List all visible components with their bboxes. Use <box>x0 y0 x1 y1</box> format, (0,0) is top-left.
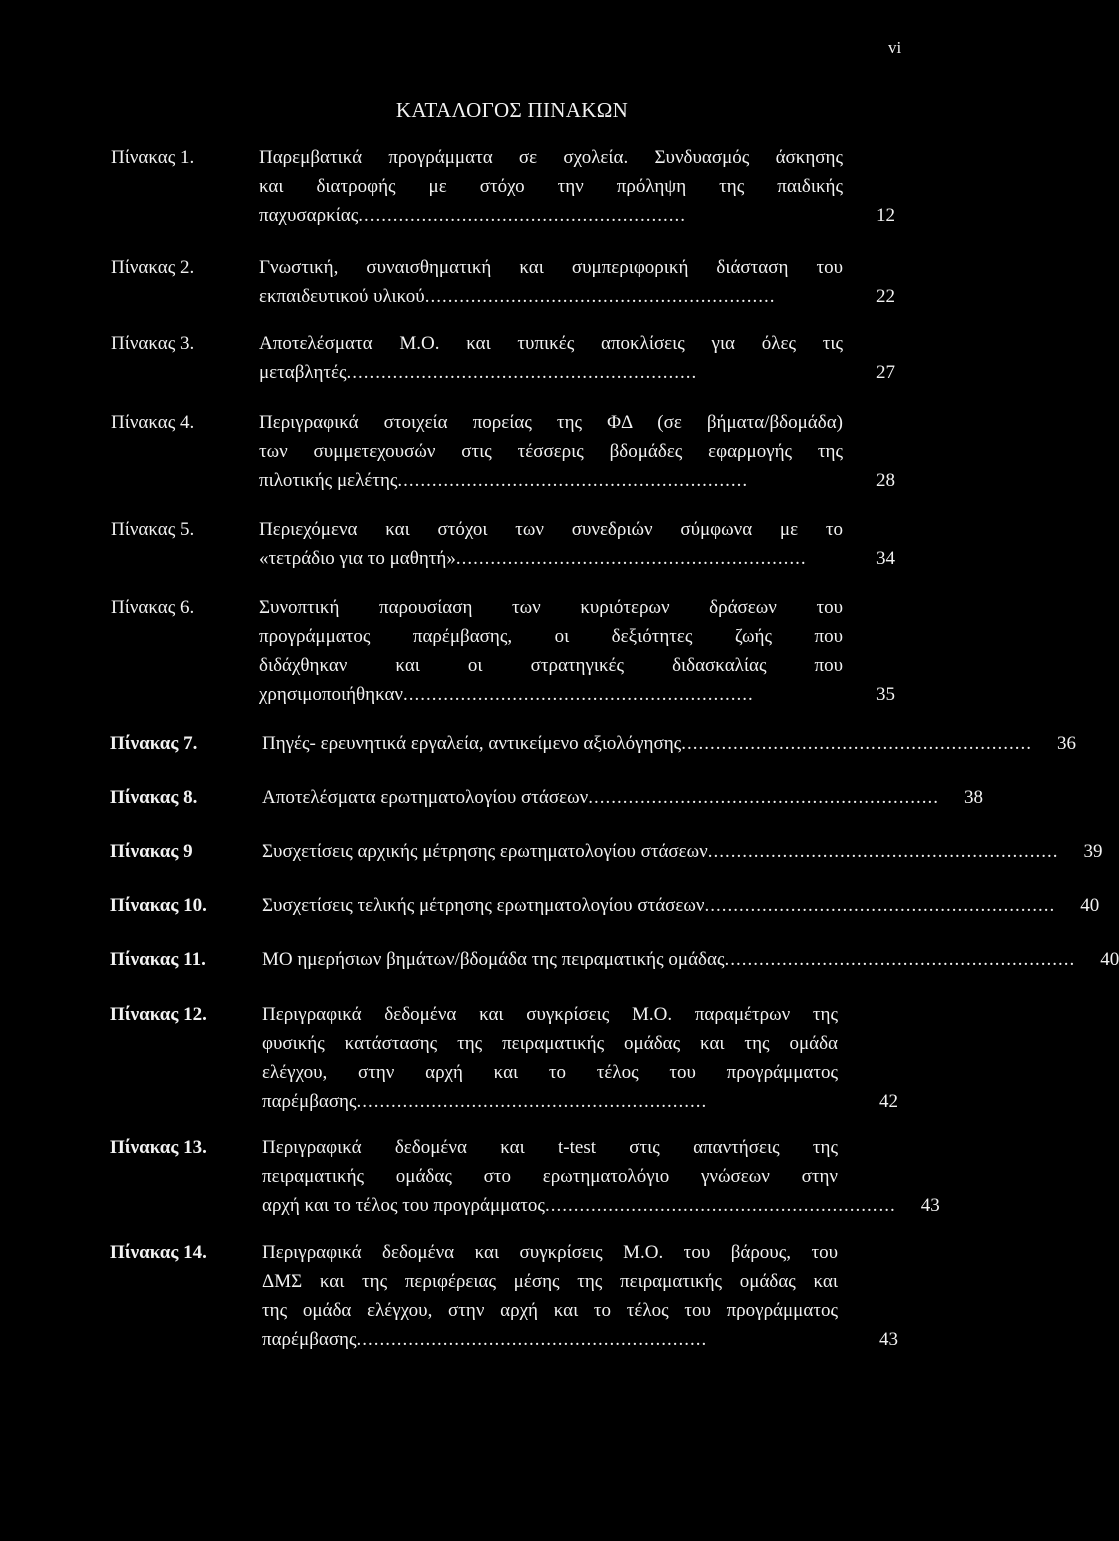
caption-line: διδάχθηκαν και οι στρατηγικές διδασκαλίας που <box>259 655 843 676</box>
table-label: Πίνακας 10. <box>110 895 207 916</box>
table-caption <box>259 143 895 230</box>
page-ref: 22 <box>876 286 895 307</box>
table-label: Πίνακας 6. <box>111 597 195 618</box>
table-caption <box>259 408 895 495</box>
caption-line: και διατροφής με στόχο την πρόληψη της παιδικής <box>259 176 843 197</box>
page-ref: 34 <box>876 548 895 569</box>
table-label: Πίνακας 8. <box>110 787 198 808</box>
dot-leader: ............................................................. <box>356 1329 708 1350</box>
table-caption <box>262 891 1100 920</box>
dot-leader: ............................................................. <box>455 548 807 569</box>
page-ref: 39 <box>1083 841 1103 862</box>
page-number: vi <box>888 38 902 57</box>
table-label: Πίνακας 7. <box>110 733 198 754</box>
caption-line: αρχή και το τέλος του προγράμματος <box>262 1195 545 1216</box>
table-caption <box>262 783 983 812</box>
page-ref: 38 <box>963 787 983 808</box>
table-caption <box>262 837 1103 866</box>
caption-last-line <box>259 201 895 230</box>
caption-last-line <box>262 1191 940 1220</box>
caption-line: Συσχετίσεις αρχικής μέτρησης ερωτηματολογίου στάσεων <box>262 841 708 862</box>
table-caption <box>259 329 895 387</box>
dot-leader: ............................................................. <box>544 1195 896 1216</box>
dot-leader: ............................................................. <box>724 949 1076 970</box>
page-title: ΚΑΤΑΛΟΓΟΣ ΠΙΝΑΚΩΝ <box>395 98 629 122</box>
page-ref: 43 <box>920 1195 940 1216</box>
caption-last-line <box>259 466 895 495</box>
caption-line: φυσικής κατάστασης της πειραματικής ομάδας και της ομάδα <box>262 1033 838 1054</box>
caption-line: Περιεχόμενα και στόχοι των συνεδριών σύμφωνα με το <box>259 519 843 540</box>
caption-last-line <box>262 837 1103 866</box>
table-caption <box>259 515 895 573</box>
caption-line: Περιγραφικά δεδομένα και συγκρίσεις Μ.Ο. παραμέτρων της <box>262 1004 838 1025</box>
caption-last-line <box>259 358 895 387</box>
caption-line: χρησιμοποιήθηκαν <box>259 684 404 705</box>
caption-last-line <box>259 282 895 311</box>
page-ref: 36 <box>1056 733 1076 754</box>
caption-last-line <box>262 945 1119 974</box>
caption-line: Αποτελέσματα Μ.Ο. και τυπικές αποκλίσεις για όλες τις <box>259 333 843 354</box>
caption-line: της ομάδα ελέγχου, στην αρχή και το τέλος του προγράμματος <box>262 1300 838 1321</box>
page-ref: 27 <box>876 362 895 383</box>
caption-last-line <box>262 891 1100 920</box>
caption-line: Περιγραφικά στοιχεία πορείας της ΦΔ (σε βήματα/βδομάδα) <box>259 412 843 433</box>
table-label: Πίνακας 4. <box>111 412 195 433</box>
caption-line: Πηγές- ερευνητικά εργαλεία, αντικείμενο αξιολόγησης <box>262 733 682 754</box>
caption-last-line <box>262 1325 898 1354</box>
dot-leader: ............................................................. <box>707 841 1059 862</box>
table-caption <box>259 593 895 709</box>
table-caption <box>262 1133 940 1220</box>
caption-line: πιλοτικής μελέτης <box>259 470 398 491</box>
page-ref: 28 <box>876 470 895 491</box>
table-label: Πίνακας 5. <box>111 519 195 540</box>
caption-line: Συνοπτική παρουσίαση των κυριότερων δράσεων του <box>259 597 843 618</box>
dot-leader: ............................................................. <box>346 362 698 383</box>
caption-line: πειραματικής ομάδας στο ερωτηματολόγιο γνώσεων στην <box>262 1166 838 1187</box>
table-caption <box>262 729 1076 758</box>
dot-leader: ............................................................. <box>356 1091 708 1112</box>
caption-line: Παρεμβατικά προγράμματα σε σχολεία. Συνδυασμός άσκησης <box>259 147 843 168</box>
table-caption <box>262 1000 898 1116</box>
dot-leader: ............................................................. <box>397 470 749 491</box>
page-ref: 35 <box>876 684 895 705</box>
table-label: Πίνακας 14. <box>110 1242 207 1263</box>
caption-line: εκπαιδευτικού υλικού <box>259 286 425 307</box>
page-ref: 12 <box>876 205 895 226</box>
page-ref: 40 <box>1100 949 1119 970</box>
table-label: Πίνακας 3. <box>111 333 195 354</box>
caption-last-line <box>262 783 983 812</box>
caption-line: παρέμβασης <box>262 1091 357 1112</box>
caption-line: παρέμβασης <box>262 1329 357 1350</box>
caption-line: Αποτελέσματα ερωτηματολογίου στάσεων <box>262 787 589 808</box>
table-caption <box>262 945 1119 974</box>
page-ref: 42 <box>879 1091 898 1112</box>
table-caption <box>262 1238 898 1354</box>
table-label: Πίνακας 9 <box>110 841 193 862</box>
table-label: Πίνακας 13. <box>110 1137 207 1158</box>
caption-line: «τετράδιο για το μαθητή» <box>259 548 456 569</box>
page-ref: 43 <box>879 1329 898 1350</box>
caption-last-line <box>259 680 895 709</box>
dot-leader: ............................................................. <box>424 286 776 307</box>
table-label: Πίνακας 2. <box>111 257 195 278</box>
caption-line: προγράμματος παρέμβασης, οι δεξιότητες ζωής που <box>259 626 843 647</box>
caption-last-line <box>262 729 1076 758</box>
table-label: Πίνακας 1. <box>111 147 195 168</box>
dot-leader: ............................................................. <box>403 684 754 705</box>
caption-line: ελέγχου, στην αρχή και το τέλος του προγράμματος <box>262 1062 838 1083</box>
table-label: Πίνακας 12. <box>110 1004 207 1025</box>
caption-line: παχυσαρκίας <box>259 205 359 226</box>
table-caption <box>259 253 895 311</box>
dot-leader: ............................................................. <box>681 733 1032 754</box>
table-label: Πίνακας 11. <box>110 949 206 970</box>
caption-last-line <box>259 544 895 573</box>
caption-line: ΜΟ ημερήσιων βημάτων/βδομάδα της πειραματικής ομάδας <box>262 949 725 970</box>
caption-line: μεταβλητές <box>259 362 347 383</box>
caption-line: Περιγραφικά δεδομένα και t-test στις απαντήσεις της <box>262 1137 838 1158</box>
page-ref: 40 <box>1080 895 1100 916</box>
dot-leader: ......................................................... <box>358 205 686 226</box>
caption-last-line <box>262 1087 898 1116</box>
dot-leader: ............................................................. <box>588 787 939 808</box>
caption-line: ΔΜΣ και της περιφέρειας μέσης της πειραματικής ομάδας και <box>262 1271 838 1292</box>
caption-line: των συμμετεχουσών στις τέσσερις βδομάδες εφαρμογής της <box>259 441 843 462</box>
caption-line: Περιγραφικά δεδομένα και συγκρίσεις Μ.Ο. του βάρους, του <box>262 1242 838 1263</box>
caption-line: Γνωστική, συναισθηματική και συμπεριφορική διάσταση του <box>259 257 843 278</box>
caption-line: Συσχετίσεις τελικής μέτρησης ερωτηματολογίου στάσεων <box>262 895 705 916</box>
dot-leader: ............................................................. <box>704 895 1056 916</box>
